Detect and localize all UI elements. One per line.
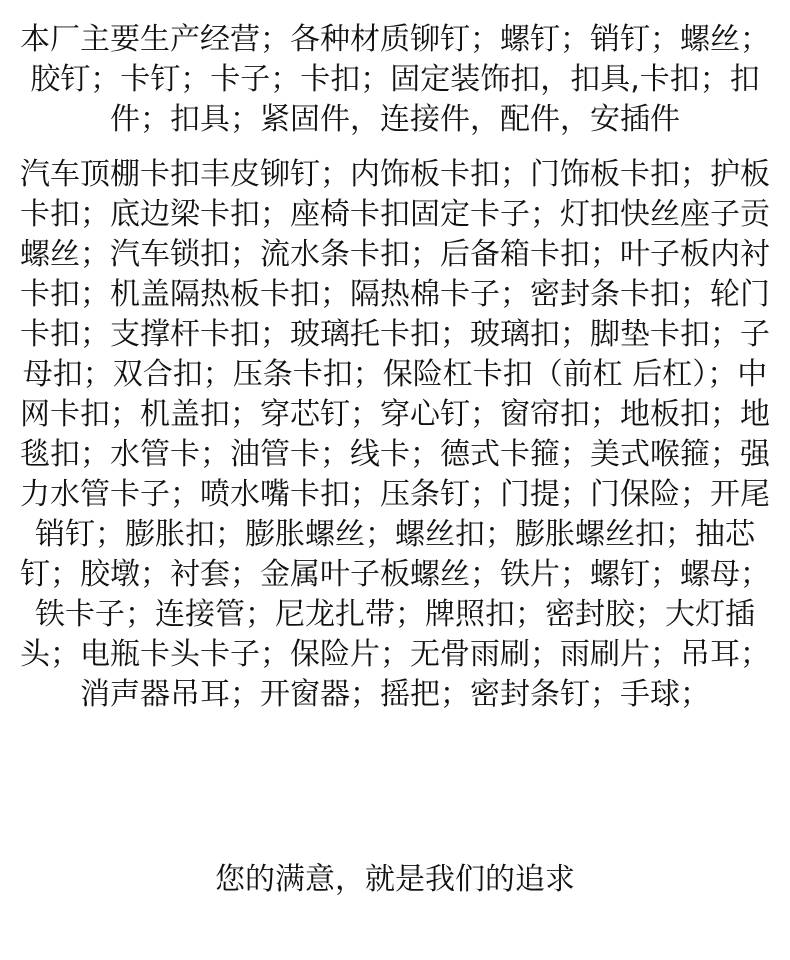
product-list-paragraph: 汽车顶棚卡扣丰皮铆钉；内饰板卡扣；门饰板卡扣；护板卡扣；底边梁卡扣；座椅卡扣固定卡子；灯扣快丝座子贡螺丝；汽车锁扣；流水条卡扣；后备箱卡扣；叶子板内衬卡扣；机盖隔热板卡扣；隔热棉卡子；密封条卡扣；轮门卡扣；支撑杆卡扣；玻璃托卡扣；玻璃扣；脚垫卡扣；子母扣；双合扣；压条卡扣；保险杠卡扣（前杠 后杠）；中网卡扣；机盖扣；穿芯钉；穿心钉；窗帘扣；地板扣；地毯扣；水管卡；油管卡；线卡；德式卡箍；美式喉箍；强力水管卡子；喷水嘴卡扣；压条钉；门提；门保险；开尾销钉；膨胀扣；膨胀螺丝；螺丝扣；膨胀螺丝扣；抽芯钉；胶墩；衬套；金属叶子板螺丝；铁片；螺钉；螺母；铁卡子；连接管；尼龙扎带；牌照扣；密封胶；大灯插头；电瓶卡头卡子；保险片；无骨雨刷；雨刷片；吊耳；消声器吊耳；开窗器；摇把；密封条钉；手球； (20, 157, 770, 712)
intro-paragraph: 本厂主要生产经营；各种材质铆钉；螺钉；销钉；螺丝；胶钉；卡钉；卡子；卡扣；固定装饰扣，扣具,卡扣；扣件；扣具；紧固件，连接件，配件，安插件 (20, 22, 770, 137)
slogan-text: 您的满意，就是我们的追求 (215, 862, 575, 897)
